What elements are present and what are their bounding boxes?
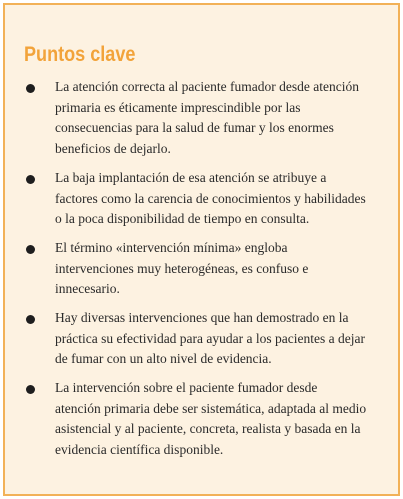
- list-item-text: Hay diversas intervenciones que han demostrado en la práctica su efectividad para ayudar a los pacientes a dejar de fumar con un alto nivel de evidencia.: [55, 310, 365, 366]
- bullet-icon: [26, 245, 35, 254]
- list-item-text: El término «intervención mínima» engloba intervenciones muy heterogéneas, es confuso e innecesario.: [55, 240, 309, 296]
- bullet-icon: [26, 315, 35, 324]
- bullet-icon: [26, 84, 35, 93]
- box-title: Puntos clave: [24, 43, 136, 66]
- key-points-box: [3, 3, 400, 496]
- list-item-text: La intervención sobre el paciente fumador desde atención primaria debe ser sistemática, adaptada al medio asistencial y al paciente, concreta, realista y basada en la evidencia científica disponible.: [55, 380, 367, 457]
- bullet-icon: [26, 175, 35, 184]
- list-item-text: La atención correcta al paciente fumador desde atención primaria es éticamente imprescindible por las consecuencias para la salud de fumar y los enormes beneficios de dejarlo.: [55, 79, 359, 156]
- list-item-text: La baja implantación de esa atención se atribuye a factores como la carencia de conocimientos y habilidades o la poca disponibilidad de tiempo en consulta.: [55, 170, 366, 226]
- bullet-icon: [26, 385, 35, 394]
